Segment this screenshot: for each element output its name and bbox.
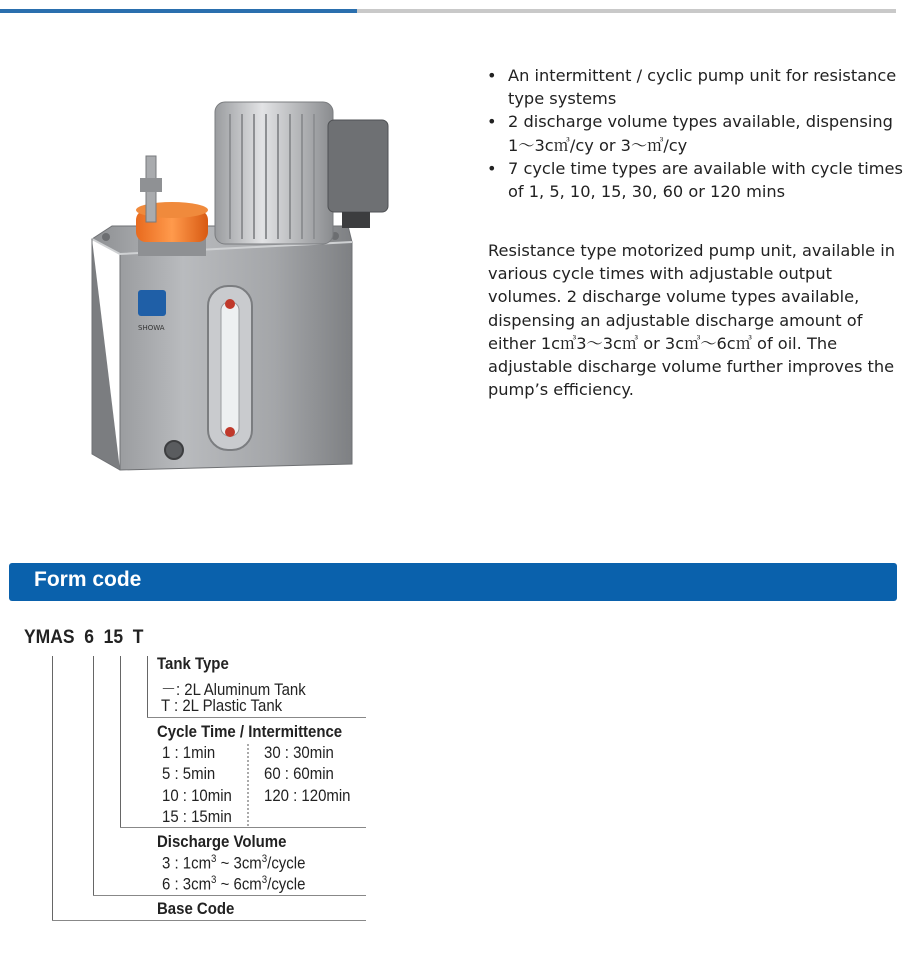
divider-discharge (93, 895, 366, 896)
bullet-icon: • (487, 112, 497, 132)
cycle-time-title: Cycle Time / Intermittence (157, 722, 343, 741)
top-divider-accent (0, 9, 357, 13)
feature-list (485, 64, 905, 203)
cycle-time-option: 1 : 1min (162, 743, 216, 762)
divider-tank (147, 717, 366, 718)
connector-cycle (120, 656, 121, 827)
tank-type-title: Tank Type (157, 654, 229, 673)
tank-type-option: －: 2L Aluminum Tank (161, 680, 306, 699)
cycle-time-option: 120 : 120min (264, 786, 351, 805)
cycle-time-option: 15 : 15min (162, 807, 232, 826)
pump-unit-image (80, 94, 396, 478)
divider-cycle (120, 827, 366, 828)
product-description: Resistance type motorized pump unit, available in various cycle times with adjustable output volumes. 2 discharge volume types available, dispensing an adjustable discharge amount of either 1c㎥3～3c㎥ or 3c㎥～6c㎥ of oil. The adjustable discharge volume further improves the pump’s efficiency. (488, 241, 895, 400)
feature-item: • An intermittent / cyclic pump unit for resistance type systems (487, 66, 897, 109)
section-header-form-code (9, 563, 897, 601)
feature-item: • 2 discharge volume types available, dispensing 1～3c㎥/cy or 3～㎥/cy (487, 112, 893, 155)
connector-tank (147, 656, 148, 718)
tank-type-option: T : 2L Plastic Tank (161, 696, 283, 715)
cycle-time-option: 60 : 60min (264, 764, 334, 783)
column-separator (247, 744, 249, 826)
discharge-volume-title: Discharge Volume (157, 832, 287, 851)
discharge-volume-option: 3 : $1cm^3$ ~ $3cm^3$/cycle (162, 853, 306, 873)
feature-item: • 7 cycle time types are available with cycle times of 1, 5, 10, 15, 30, 60 or 120 mins (487, 158, 903, 202)
connector-base (52, 656, 53, 921)
logo-text: SHOWA (138, 324, 165, 332)
cycle-time-option: 30 : 30min (264, 743, 334, 762)
bullet-icon: • (487, 66, 497, 85)
top-divider (0, 9, 896, 13)
bullet-icon: • (487, 158, 497, 178)
cycle-time-option: 10 : 10min (162, 786, 232, 805)
connector-discharge (93, 656, 94, 896)
discharge-volume-option: 6 : $3cm^3$ ~ $6cm^3$/cycle (162, 874, 306, 894)
base-code-title: Base Code (157, 899, 235, 918)
cycle-time-option: 5 : 5min (162, 764, 216, 783)
form-code: YMAS 6 15 T (24, 627, 144, 648)
divider-base (52, 920, 366, 921)
section-title: Form code (34, 568, 142, 591)
